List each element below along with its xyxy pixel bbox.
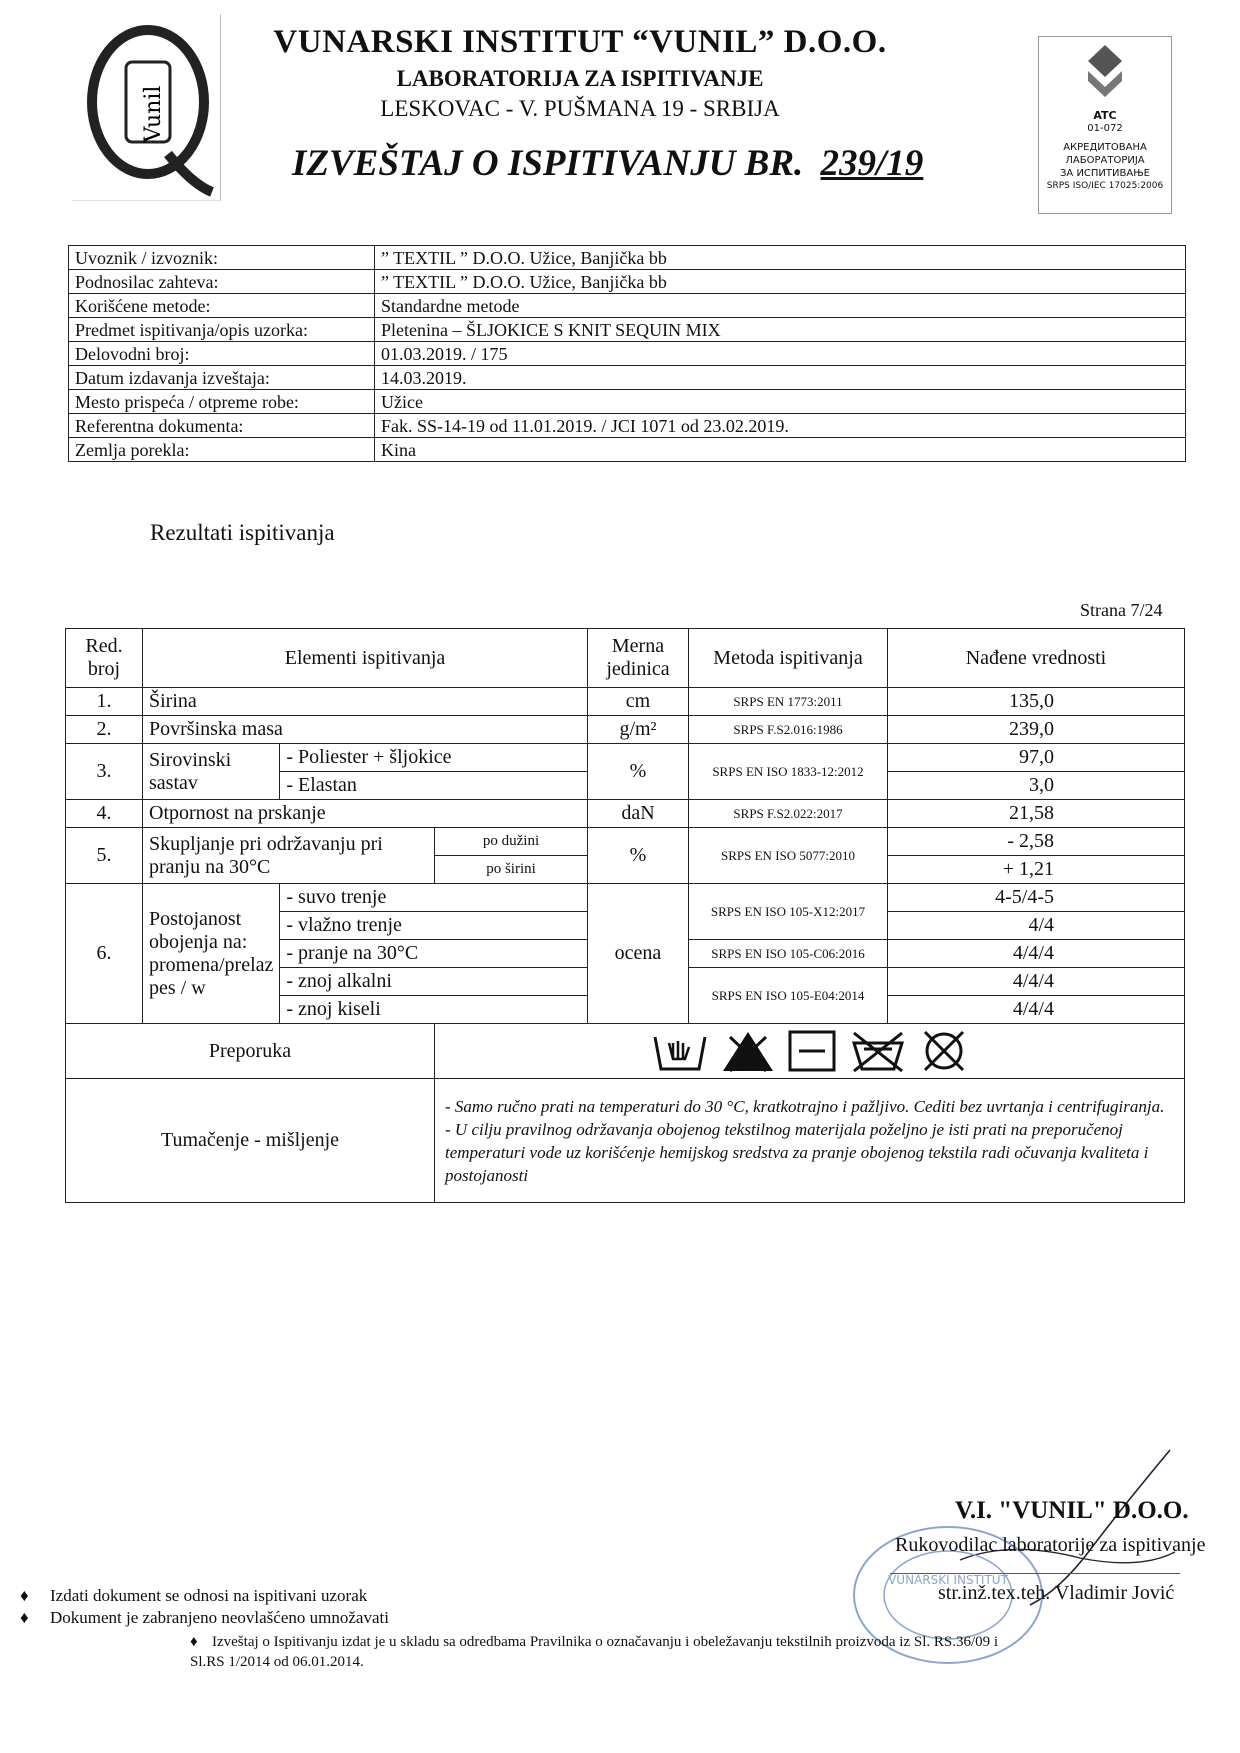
footer-note: ♦ Dokument je zabranjeno neovlašćeno umnožavati	[20, 1608, 389, 1627]
header-row-number: Red. broj	[66, 629, 143, 688]
info-row-place: Mesto prispeća / otpreme robe: Užice	[69, 390, 1186, 414]
atc-logo-icon	[1080, 43, 1130, 105]
signature-role: Rukovodilac laboratorije za ispitivanje	[895, 1534, 1206, 1556]
table-row: 3. Sirovinski sastav - Poliester + šljokice % SRPS EN ISO 1833-12:2012 97,0	[66, 744, 1185, 772]
table-row: - znoj kiseli 4/4/4	[66, 996, 1185, 1024]
accreditation-badge: ATC 01-072 АКРЕДИТОВАНА ЛАБОРАТОРИЈА ЗА ИСПИТИВАЊЕ SRPS ISO/IEC 17025:2006	[1038, 36, 1172, 214]
table-row: po širini + 1,21	[66, 856, 1185, 884]
bullet-icon: ♦	[20, 1586, 29, 1605]
laboratory-address: LESKOVAC - V. PUŠMANA 19 - SRBIJA	[380, 96, 780, 121]
institute-name: VUNARSKI INSTITUT “VUNIL” D.O.O.	[273, 24, 887, 60]
svg-text:VUNARSKI INSTITUT: VUNARSKI INSTITUT	[888, 1573, 1008, 1587]
signature-name: str.inž.tex.teh. Vladimir Jović	[938, 1582, 1175, 1604]
institute-logo	[72, 14, 221, 201]
bullet-icon: ♦	[190, 1634, 198, 1650]
laboratory-name: LABORATORIJA ZA ISPITIVANJE	[396, 66, 764, 91]
header-value: Nađene vrednosti	[888, 629, 1185, 688]
bullet-icon: ♦	[20, 1608, 29, 1627]
sample-info-table	[68, 245, 1186, 462]
info-row-origin: Zemlja porekla: Kina	[69, 438, 1186, 462]
signature-organization: V.I. "VUNIL" D.O.O.	[955, 1497, 1189, 1524]
info-row-reference-docs: Referentna dokumenta: Fak. SS-14-19 od 11.01.2019. / JCI 1071 od 23.02.2019.	[69, 414, 1186, 438]
table-row: 2. Površinska masa g/m² SRPS F.S2.016:1986 239,0	[66, 716, 1185, 744]
no-tumble-dry-icon	[848, 1029, 908, 1073]
footer-note: ♦ Izveštaj o Ispitivanju izdat je u skladu sa odredbama Pravilnika o označavanju i obeležavanju tekstilnih proizvoda iz Sl. RS.36/09 i Sl.RS 1/2014 od 06.01.2014.	[190, 1634, 999, 1670]
page-number: Strana 7/24	[1080, 600, 1163, 620]
table-row: - znoj alkalni SRPS EN ISO 105-E04:2014 4/4/4	[66, 968, 1185, 996]
interpretation-row	[66, 1079, 1185, 1203]
signature-line	[890, 1573, 1180, 1574]
table-row: - pranje na 30°C SRPS EN ISO 105-C06:2016 4/4/4	[66, 940, 1185, 968]
interpretation-text: - Samo ručno prati na temperaturi do 30 °C, kratkotrajno i pažljivo. Cediti bez uvrtanja i centrifugiranja. - U cilju pravilnog održavanja obojenog tekstilnog materijala poželjno je isti prati na preporučenoj temperaturi vode uz korišćenje hemijskog sredstva za pranje obojenog tekstila radi očuvanja kvaliteta i postojanosti	[435, 1079, 1185, 1203]
info-row-methods: Korišćene metode: Standardne metode	[69, 294, 1186, 318]
results-heading: Rezultati ispitivanja	[150, 520, 335, 545]
hand-wash-icon	[651, 1029, 709, 1073]
header-element: Elementi ispitivanja	[143, 629, 588, 688]
info-row-importer: Uvoznik / izvoznik: ” TEXTIL ” D.O.O. Užice, Banjička bb	[69, 246, 1186, 270]
table-row: 1. Širina cm SRPS EN 1773:2011 135,0	[66, 688, 1185, 716]
svg-text:Vunil: Vunil	[141, 85, 166, 143]
table-row: 6. Postojanost obojenja na: promena/prelaz pes / w - suvo trenje ocena SRPS EN ISO 105-X12:2017 4-5/4-5	[66, 884, 1185, 912]
results-table	[65, 628, 1185, 1203]
info-row-applicant: Podnosilac zahteva: ” TEXTIL ” D.O.O. Užice, Banjička bb	[69, 270, 1186, 294]
recommendation-label: Preporuka	[66, 1024, 435, 1079]
line-dry-icon	[787, 1029, 837, 1073]
info-row-subject: Predmet ispitivanja/opis uzorka: Pletenina – ŠLJOKICE S KNIT SEQUIN MIX	[69, 318, 1186, 342]
recommendation-row	[66, 1024, 1185, 1079]
care-symbols	[435, 1024, 1185, 1079]
no-dry-clean-icon	[919, 1029, 969, 1073]
footer-note: ♦ Izdati dokument se odnosi na ispitivani uzorak	[20, 1586, 368, 1605]
header-method: Metoda ispitivanja	[689, 629, 888, 688]
report-title: IZVEŠTAJ O ISPITIVANJU BR. 239/19	[292, 142, 931, 185]
table-row: 4. Otpornost na prskanje daN SRPS F.S2.022:2017 21,58	[66, 800, 1185, 828]
report-number: 239/19	[820, 143, 924, 184]
interpretation-label: Tumačenje - mišljenje	[66, 1079, 435, 1203]
table-row: - vlažno trenje 4/4	[66, 912, 1185, 940]
table-row: - Elastan 3,0	[66, 772, 1185, 800]
no-bleach-icon	[720, 1029, 776, 1073]
info-row-issue-date: Datum izdavanja izveštaja: 14.03.2019.	[69, 366, 1186, 390]
info-row-reference-number: Delovodni broj: 01.03.2019. / 175	[69, 342, 1186, 366]
header-unit: Merna jedinica	[588, 629, 689, 688]
table-row: 5. Skupljanje pri održavanju pri pranju na 30°C po dužini % SRPS EN ISO 5077:2010 - 2,58	[66, 828, 1185, 856]
